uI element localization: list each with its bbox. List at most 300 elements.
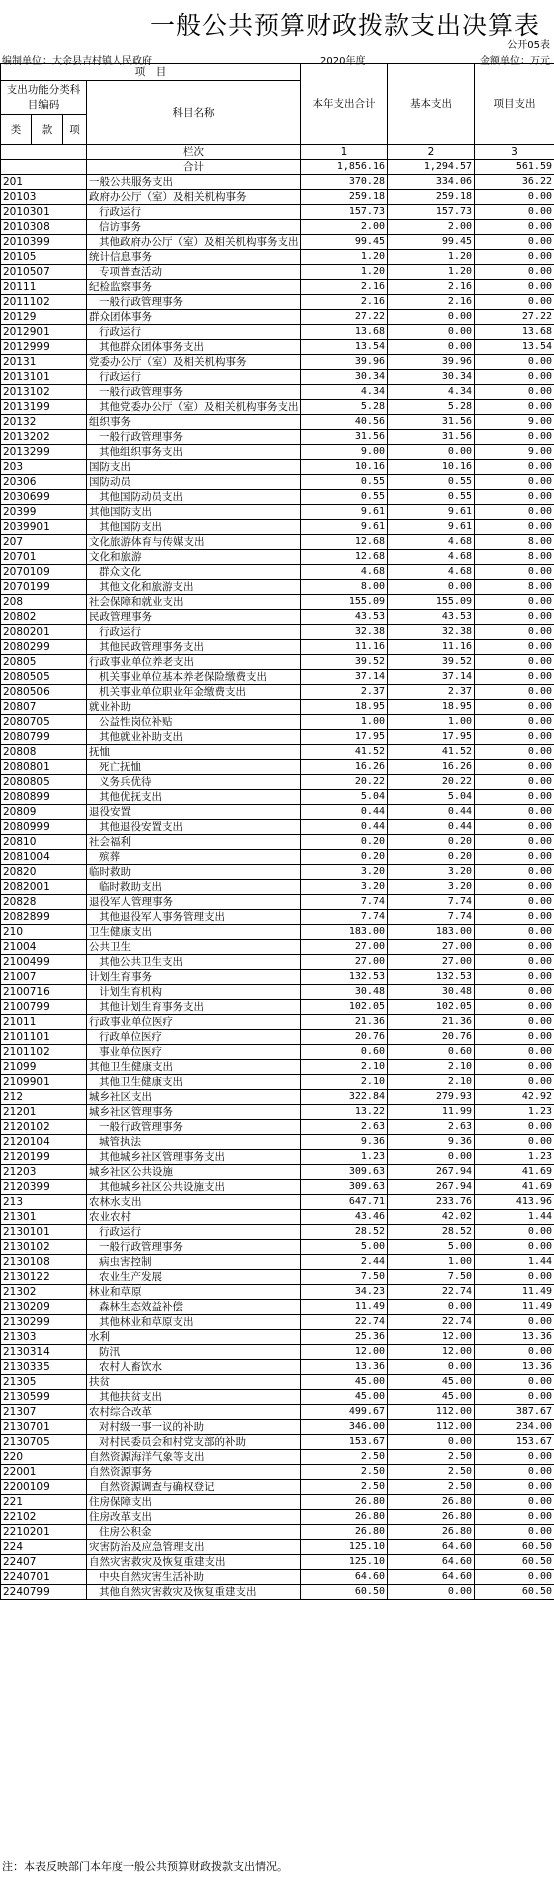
row-project: 60.50 — [475, 1555, 554, 1570]
row-item-name: 住房保障支出 — [87, 1495, 301, 1510]
row-item-name: 自然资源调查与确权登记 — [87, 1480, 301, 1495]
table-row — [1, 1090, 554, 1105]
sum-basic: 1,294.57 — [388, 160, 475, 175]
row-item-name: 群众文化 — [87, 565, 301, 580]
row-item-name: 对村级一事一议的补助 — [87, 1420, 301, 1435]
table-row — [1, 880, 554, 895]
row-total: 322.84 — [301, 1090, 388, 1105]
row-code: 20399 — [1, 505, 87, 520]
table-row — [1, 1345, 554, 1360]
row-code: 21302 — [1, 1285, 87, 1300]
row-total: 20.22 — [301, 775, 388, 790]
row-basic: 334.06 — [388, 175, 475, 190]
table-row — [1, 1135, 554, 1150]
row-total: 30.48 — [301, 985, 388, 1000]
row-code: 2013101 — [1, 370, 87, 385]
row-project: 0.00 — [475, 1525, 554, 1540]
table-row — [1, 1000, 554, 1015]
table-row — [1, 865, 554, 880]
row-basic: 2.10 — [388, 1075, 475, 1090]
row-code: 21099 — [1, 1060, 87, 1075]
row-code: 21201 — [1, 1105, 87, 1120]
row-item-name: 一般行政管理事务 — [87, 430, 301, 445]
row-code: 2130701 — [1, 1420, 87, 1435]
row-code: 2120199 — [1, 1150, 87, 1165]
row-project: 0.00 — [475, 865, 554, 880]
row-project: 234.00 — [475, 1420, 554, 1435]
table-row — [1, 235, 554, 250]
row-project: 0.00 — [475, 970, 554, 985]
row-project: 8.00 — [475, 550, 554, 565]
table-row — [1, 220, 554, 235]
row-code: 2080805 — [1, 775, 87, 790]
row-basic: 112.00 — [388, 1405, 475, 1420]
row-basic: 30.34 — [388, 370, 475, 385]
row-total: 153.67 — [301, 1435, 388, 1450]
row-project: 0.00 — [475, 475, 554, 490]
row-total: 346.00 — [301, 1420, 388, 1435]
row-basic: 9.36 — [388, 1135, 475, 1150]
row-project: 0.00 — [475, 355, 554, 370]
row-item-name: 农业农村 — [87, 1210, 301, 1225]
row-project: 0.00 — [475, 280, 554, 295]
row-item-name: 城乡社区管理事务 — [87, 1105, 301, 1120]
table-row — [1, 730, 554, 745]
table-row — [1, 1270, 554, 1285]
row-code: 20828 — [1, 895, 87, 910]
header-project: 项 目 — [1, 64, 301, 81]
row-total: 13.36 — [301, 1360, 388, 1375]
row-code: 21203 — [1, 1165, 87, 1180]
row-total: 4.34 — [301, 385, 388, 400]
row-basic: 132.53 — [388, 970, 475, 985]
row-project: 0.00 — [475, 1225, 554, 1240]
table-row — [1, 400, 554, 415]
row-basic: 0.20 — [388, 835, 475, 850]
row-project: 0.00 — [475, 490, 554, 505]
row-code: 2120399 — [1, 1180, 87, 1195]
table-row — [1, 1525, 554, 1540]
header-col-3: 3 — [475, 145, 554, 160]
row-total: 41.52 — [301, 745, 388, 760]
row-item-name: 林业和草原 — [87, 1285, 301, 1300]
row-basic: 0.00 — [388, 1300, 475, 1315]
row-code: 20129 — [1, 310, 87, 325]
row-total: 0.55 — [301, 475, 388, 490]
row-total: 1.20 — [301, 265, 388, 280]
row-item-name: 其他群众团体事务支出 — [87, 340, 301, 355]
row-code: 2010507 — [1, 265, 87, 280]
row-project: 0.00 — [475, 1345, 554, 1360]
row-total: 18.95 — [301, 700, 388, 715]
table-row — [1, 1585, 554, 1600]
row-total: 11.49 — [301, 1300, 388, 1315]
row-project: 0.00 — [475, 1510, 554, 1525]
row-project: 0.00 — [475, 895, 554, 910]
table-row — [1, 250, 554, 265]
row-basic: 2.63 — [388, 1120, 475, 1135]
row-item-name: 退役军人管理事务 — [87, 895, 301, 910]
row-item-name: 公益性岗位补贴 — [87, 715, 301, 730]
row-item-name: 其他自然灾害救灾及恢复重建支出 — [87, 1585, 301, 1600]
row-code: 21007 — [1, 970, 87, 985]
row-total: 7.74 — [301, 895, 388, 910]
row-project: 42.92 — [475, 1090, 554, 1105]
row-code: 20111 — [1, 280, 87, 295]
row-total: 10.16 — [301, 460, 388, 475]
row-basic: 0.44 — [388, 820, 475, 835]
row-basic: 4.34 — [388, 385, 475, 400]
row-code: 2012999 — [1, 340, 87, 355]
table-row — [1, 640, 554, 655]
row-item-name: 党委办公厅（室）及相关机构事务 — [87, 355, 301, 370]
row-item-name: 其他扶贫支出 — [87, 1390, 301, 1405]
row-code: 2200109 — [1, 1480, 87, 1495]
table-row — [1, 205, 554, 220]
row-code: 20105 — [1, 250, 87, 265]
row-item-name: 其他城乡社区管理事务支出 — [87, 1150, 301, 1165]
row-total: 5.00 — [301, 1240, 388, 1255]
row-code: 21303 — [1, 1330, 87, 1345]
row-code: 2100799 — [1, 1000, 87, 1015]
row-item-name: 一般行政管理事务 — [87, 1240, 301, 1255]
row-project: 1.44 — [475, 1255, 554, 1270]
row-total: 9.61 — [301, 505, 388, 520]
row-total: 259.18 — [301, 190, 388, 205]
table-row — [1, 505, 554, 520]
row-item-name: 政府办公厅（室）及相关机构事务 — [87, 190, 301, 205]
row-item-name: 行政运行 — [87, 370, 301, 385]
row-code: 2080201 — [1, 625, 87, 640]
row-total: 12.00 — [301, 1345, 388, 1360]
row-total: 2.10 — [301, 1060, 388, 1075]
row-basic: 259.18 — [388, 190, 475, 205]
row-basic: 0.00 — [388, 580, 475, 595]
row-item-name: 殡葬 — [87, 850, 301, 865]
table-row — [1, 985, 554, 1000]
row-code: 208 — [1, 595, 87, 610]
row-total: 30.34 — [301, 370, 388, 385]
row-basic: 2.16 — [388, 295, 475, 310]
table-row — [1, 1195, 554, 1210]
row-basic: 155.09 — [388, 595, 475, 610]
row-code: 20805 — [1, 655, 87, 670]
row-total: 2.16 — [301, 295, 388, 310]
row-project: 0.00 — [475, 265, 554, 280]
row-item-name: 一般公共服务支出 — [87, 175, 301, 190]
table-row — [1, 1510, 554, 1525]
row-code: 2120102 — [1, 1120, 87, 1135]
row-total: 27.00 — [301, 955, 388, 970]
table-row — [1, 625, 554, 640]
row-project: 11.49 — [475, 1300, 554, 1315]
row-code: 2080505 — [1, 670, 87, 685]
row-project: 0.00 — [475, 1135, 554, 1150]
table-row — [1, 1210, 554, 1225]
row-item-name: 行政运行 — [87, 205, 301, 220]
row-code: 2012901 — [1, 325, 87, 340]
row-code: 2013299 — [1, 445, 87, 460]
row-code: 2082899 — [1, 910, 87, 925]
row-item-name: 其他计划生育事务支出 — [87, 1000, 301, 1015]
row-total: 12.68 — [301, 550, 388, 565]
row-basic: 5.04 — [388, 790, 475, 805]
row-code: 20802 — [1, 610, 87, 625]
row-code: 2070109 — [1, 565, 87, 580]
row-basic: 2.50 — [388, 1465, 475, 1480]
row-total: 16.26 — [301, 760, 388, 775]
row-item-name: 其他国防动员支出 — [87, 490, 301, 505]
row-project: 0.00 — [475, 1390, 554, 1405]
row-project: 0.00 — [475, 505, 554, 520]
row-basic: 26.80 — [388, 1510, 475, 1525]
row-total: 9.00 — [301, 445, 388, 460]
row-basic: 9.61 — [388, 505, 475, 520]
row-basic: 2.00 — [388, 220, 475, 235]
row-item-name: 其他文化和旅游支出 — [87, 580, 301, 595]
sum-label: 合计 — [87, 160, 301, 175]
row-total: 3.20 — [301, 865, 388, 880]
row-code: 20701 — [1, 550, 87, 565]
row-item-name: 森林生态效益补偿 — [87, 1300, 301, 1315]
row-basic: 267.94 — [388, 1180, 475, 1195]
table-row — [1, 1480, 554, 1495]
table-row — [1, 1405, 554, 1420]
row-code: 2080299 — [1, 640, 87, 655]
table-row — [1, 595, 554, 610]
row-total: 0.44 — [301, 820, 388, 835]
row-code: 2120104 — [1, 1135, 87, 1150]
row-code: 2081004 — [1, 850, 87, 865]
row-basic: 41.52 — [388, 745, 475, 760]
row-total: 2.50 — [301, 1465, 388, 1480]
row-basic: 7.74 — [388, 895, 475, 910]
form-number: 公开05表 — [507, 40, 550, 51]
row-project: 0.00 — [475, 430, 554, 445]
row-code: 20131 — [1, 355, 87, 370]
row-basic: 183.00 — [388, 925, 475, 940]
row-item-name: 农村综合改革 — [87, 1405, 301, 1420]
table-row — [1, 295, 554, 310]
row-item-name: 抚恤 — [87, 745, 301, 760]
row-basic: 157.73 — [388, 205, 475, 220]
table-row — [1, 1540, 554, 1555]
row-basic: 9.61 — [388, 520, 475, 535]
table-row — [1, 1495, 554, 1510]
row-total: 0.20 — [301, 850, 388, 865]
row-basic: 7.50 — [388, 1270, 475, 1285]
row-total: 1.00 — [301, 715, 388, 730]
row-item-name: 组织事务 — [87, 415, 301, 430]
row-total: 125.10 — [301, 1540, 388, 1555]
row-basic: 26.80 — [388, 1525, 475, 1540]
row-project: 8.00 — [475, 580, 554, 595]
row-basic: 12.00 — [388, 1345, 475, 1360]
row-basic: 42.02 — [388, 1210, 475, 1225]
row-project: 9.00 — [475, 445, 554, 460]
row-code: 203 — [1, 460, 87, 475]
row-total: 7.74 — [301, 910, 388, 925]
row-code: 2210201 — [1, 1525, 87, 1540]
row-basic: 37.14 — [388, 670, 475, 685]
row-total: 2.37 — [301, 685, 388, 700]
row-basic: 21.36 — [388, 1015, 475, 1030]
row-basic: 1.00 — [388, 1255, 475, 1270]
row-basic: 0.00 — [388, 1435, 475, 1450]
row-total: 45.00 — [301, 1390, 388, 1405]
row-code: 2080506 — [1, 685, 87, 700]
row-basic: 0.55 — [388, 490, 475, 505]
row-project: 41.69 — [475, 1180, 554, 1195]
row-basic: 3.20 — [388, 865, 475, 880]
row-item-name: 其他党委办公厅（室）及相关机构事务支出 — [87, 400, 301, 415]
row-code: 2039901 — [1, 520, 87, 535]
table-row — [1, 190, 554, 205]
row-basic: 0.60 — [388, 1045, 475, 1060]
row-item-name: 卫生健康支出 — [87, 925, 301, 940]
header-col-1: 1 — [301, 145, 388, 160]
row-total: 22.74 — [301, 1315, 388, 1330]
table-row — [1, 535, 554, 550]
row-project: 0.00 — [475, 520, 554, 535]
row-total: 37.14 — [301, 670, 388, 685]
header-column-index-label: 栏次 — [87, 145, 301, 160]
row-total: 32.38 — [301, 625, 388, 640]
row-code: 221 — [1, 1495, 87, 1510]
row-project: 0.00 — [475, 1045, 554, 1060]
row-project: 0.00 — [475, 685, 554, 700]
table-row — [1, 1330, 554, 1345]
row-project: 0.00 — [475, 595, 554, 610]
row-code: 20807 — [1, 700, 87, 715]
row-code: 2010308 — [1, 220, 87, 235]
row-total: 499.67 — [301, 1405, 388, 1420]
row-basic: 0.00 — [388, 1360, 475, 1375]
header-xiang: 项 — [63, 115, 87, 145]
row-basic: 31.56 — [388, 430, 475, 445]
row-code: 21301 — [1, 1210, 87, 1225]
row-code: 20132 — [1, 415, 87, 430]
table-row — [1, 1060, 554, 1075]
row-basic: 39.96 — [388, 355, 475, 370]
row-item-name: 其他就业补助支出 — [87, 730, 301, 745]
row-item-name: 行政运行 — [87, 1225, 301, 1240]
row-item-name: 其他卫生健康支出 — [87, 1060, 301, 1075]
row-code: 210 — [1, 925, 87, 940]
row-code: 2080799 — [1, 730, 87, 745]
row-item-name: 行政运行 — [87, 325, 301, 340]
row-basic: 10.16 — [388, 460, 475, 475]
row-project: 0.00 — [475, 1315, 554, 1330]
table-row — [1, 940, 554, 955]
table-row — [1, 850, 554, 865]
table-row — [1, 925, 554, 940]
row-project: 0.00 — [475, 910, 554, 925]
table-row — [1, 835, 554, 850]
row-total: 309.63 — [301, 1180, 388, 1195]
row-code: 2130122 — [1, 1270, 87, 1285]
row-basic: 112.00 — [388, 1420, 475, 1435]
row-project: 27.22 — [475, 310, 554, 325]
table-row — [1, 1105, 554, 1120]
row-total: 2.50 — [301, 1450, 388, 1465]
row-basic: 45.00 — [388, 1375, 475, 1390]
row-project: 0.00 — [475, 655, 554, 670]
row-total: 0.55 — [301, 490, 388, 505]
row-item-name: 对村民委员会和村党支部的补助 — [87, 1435, 301, 1450]
row-code: 21004 — [1, 940, 87, 955]
row-total: 647.71 — [301, 1195, 388, 1210]
table-row — [1, 415, 554, 430]
table-row — [1, 820, 554, 835]
row-project: 0.00 — [475, 1465, 554, 1480]
row-basic: 39.52 — [388, 655, 475, 670]
row-code: 2101101 — [1, 1030, 87, 1045]
row-code: 2013102 — [1, 385, 87, 400]
table-row — [1, 340, 554, 355]
row-item-name: 退役安置 — [87, 805, 301, 820]
row-code: 20808 — [1, 745, 87, 760]
row-project: 153.67 — [475, 1435, 554, 1450]
table-row — [1, 1570, 554, 1585]
table-row — [1, 1240, 554, 1255]
row-basic: 0.44 — [388, 805, 475, 820]
row-item-name: 义务兵优待 — [87, 775, 301, 790]
row-project: 8.00 — [475, 535, 554, 550]
table-row — [1, 460, 554, 475]
row-project: 1.23 — [475, 1105, 554, 1120]
row-project: 0.00 — [475, 730, 554, 745]
table-row — [1, 715, 554, 730]
row-project: 0.00 — [475, 925, 554, 940]
header-code-group: 支出功能分类科目编码 — [1, 81, 87, 115]
row-project: 0.00 — [475, 1060, 554, 1075]
row-total: 39.96 — [301, 355, 388, 370]
row-total: 2.00 — [301, 220, 388, 235]
row-item-name: 城乡社区公共设施 — [87, 1165, 301, 1180]
fiscal-year: 2020年度 — [320, 56, 366, 67]
row-project: 60.50 — [475, 1585, 554, 1600]
row-project: 0.00 — [475, 880, 554, 895]
header-kuan: 款 — [32, 115, 63, 145]
row-total: 26.80 — [301, 1525, 388, 1540]
row-project: 0.00 — [475, 1375, 554, 1390]
row-basic: 1.00 — [388, 715, 475, 730]
row-item-name: 行政运行 — [87, 625, 301, 640]
table-row — [1, 580, 554, 595]
row-item-name: 群众团体事务 — [87, 310, 301, 325]
row-item-name: 专项普查活动 — [87, 265, 301, 280]
row-item-name: 农业生产发展 — [87, 1270, 301, 1285]
row-project: 0.00 — [475, 370, 554, 385]
row-total: 13.68 — [301, 325, 388, 340]
row-basic: 20.76 — [388, 1030, 475, 1045]
report-title: 一般公共预算财政拨款支出决算表 — [150, 11, 541, 40]
row-item-name: 民政管理事务 — [87, 610, 301, 625]
row-basic: 4.68 — [388, 565, 475, 580]
row-item-name: 纪检监察事务 — [87, 280, 301, 295]
row-basic: 2.10 — [388, 1060, 475, 1075]
row-project: 0.00 — [475, 205, 554, 220]
row-total: 45.00 — [301, 1375, 388, 1390]
row-code: 2013199 — [1, 400, 87, 415]
table-row — [1, 1150, 554, 1165]
row-basic: 43.53 — [388, 610, 475, 625]
table-row — [1, 1300, 554, 1315]
row-item-name: 灾害防治及应急管理支出 — [87, 1540, 301, 1555]
sum-total: 1,856.16 — [301, 160, 388, 175]
row-item-name: 农林水支出 — [87, 1195, 301, 1210]
